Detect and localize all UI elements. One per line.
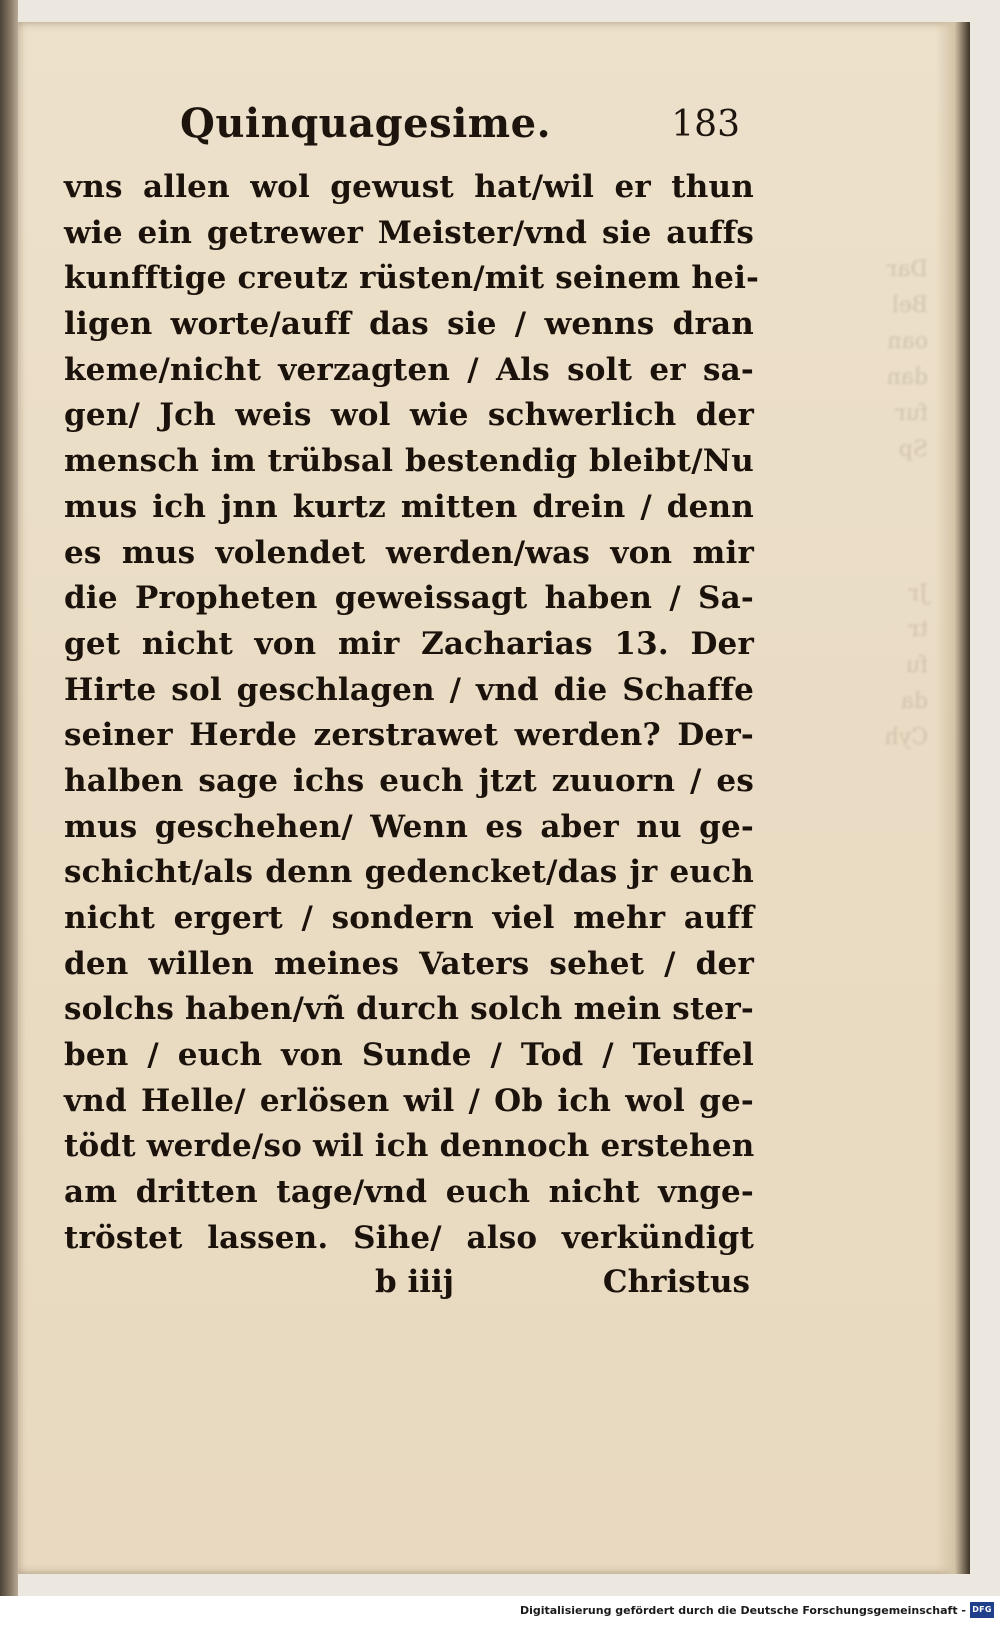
text-line: tröstet lassen. Sihe/ also verkündigt: [64, 1219, 754, 1256]
credit-bar: [0, 1596, 1000, 1627]
text-line: ligen worte/auff das sie / wenns dran: [64, 306, 754, 343]
book-spine-edge: [0, 0, 18, 1596]
text-line: mus ich jnn kurtz mitten drein / denn: [64, 488, 754, 525]
text-line: get nicht von mir Zacharias 13. Der: [64, 625, 754, 662]
text-line: ben / euch von Sunde / Tod / Teuffel: [64, 1037, 754, 1074]
catchword: Christus: [602, 1264, 750, 1300]
text-line: vnd Helle/ erlösen wil / Ob ich wol ge-: [64, 1082, 754, 1119]
text-line: mus geschehen/ Wenn es aber nu ge-: [64, 808, 754, 845]
text-line: solchs haben/vñ durch solch mein ster-: [64, 991, 754, 1028]
text-line: vns allen wol gewust hat/wil er thun: [64, 169, 754, 205]
page-number: 183: [671, 104, 740, 145]
text-line: die Propheten geweissagt haben / Sa-: [64, 580, 754, 617]
show-through-text: Dar Bel oan dan fur Sp Jr tr fu da Cyh: [884, 257, 928, 750]
text-line: nicht ergert / sondern viel mehr auff: [64, 900, 754, 936]
dfg-logo-icon: DFG: [970, 1602, 994, 1618]
page-footer: [375, 1264, 750, 1314]
body-text: [64, 165, 760, 1262]
text-line: den willen meines Vaters sehet / der: [64, 945, 754, 982]
funding-credit: Digitalisierung gefördert durch die Deutsche Forschungsgemeinschaft -: [519, 1604, 966, 1617]
text-line: keme/nicht verzagten / Als solt er sa-: [64, 351, 754, 388]
text-line: es mus volendet werden/was von mir: [64, 534, 754, 571]
page-header: [180, 100, 740, 160]
text-line: mensch im trübsal bestendig bleibt/Nu: [64, 443, 754, 480]
text-line: seiner Herde zerstrawet werden? Der-: [64, 717, 754, 754]
text-line: Hirte sol geschlagen / vnd die Schaffe: [64, 671, 754, 708]
text-line: halben sage ichs euch jtzt zuuorn / es: [64, 762, 754, 799]
signature-mark: b iiij: [375, 1264, 455, 1300]
text-line: tödt werde/so wil ich dennoch erstehen: [64, 1128, 755, 1165]
text-line: schicht/als denn gedencket/das jr euch: [64, 854, 754, 891]
page-edge-shadow: [936, 22, 970, 1574]
text-line: wie ein getrewer Meister/vnd sie auffs: [64, 214, 754, 251]
text-line: kunfftige creutz rüsten/mit seinem hei-: [64, 260, 760, 297]
running-title: Quinquagesime.: [180, 100, 552, 147]
text-line: am dritten tage/vnd euch nicht vnge-: [64, 1174, 754, 1211]
text-line: gen/ Jch weis wol wie schwerlich der: [64, 397, 754, 434]
